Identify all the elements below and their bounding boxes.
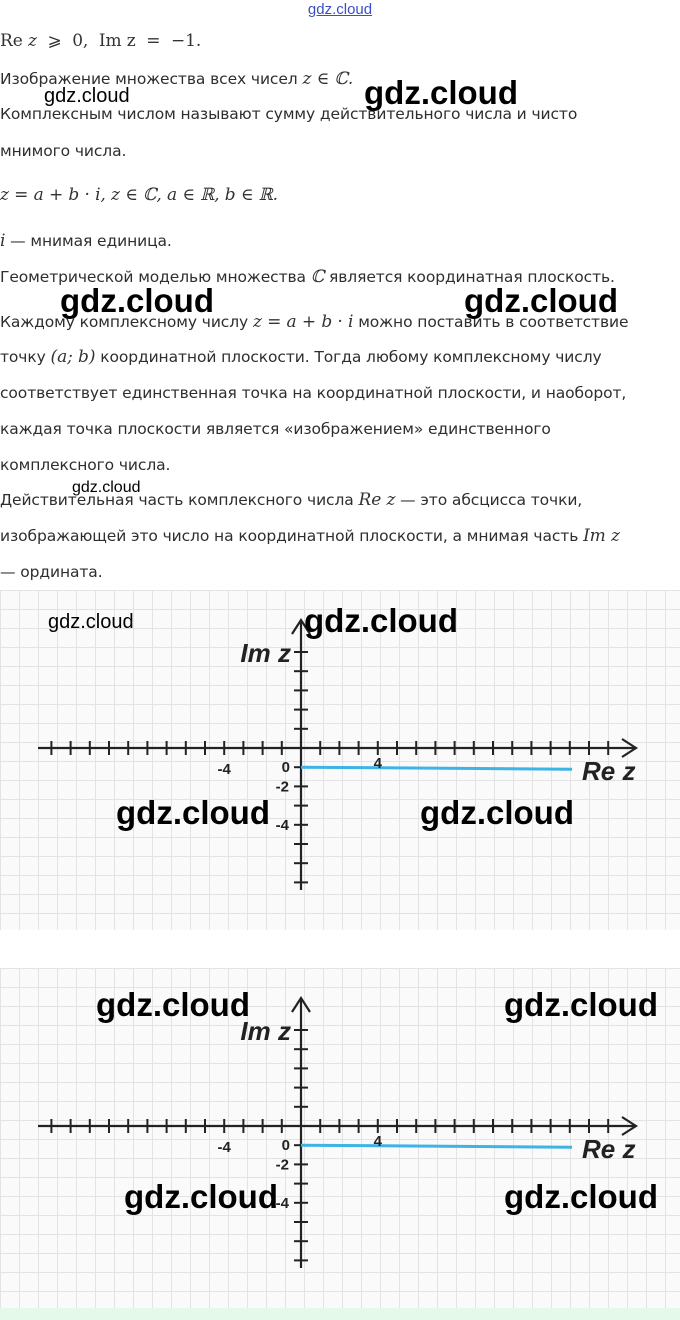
l7-math: z = a + b · i [252,312,354,332]
z-variable: z [27,31,37,51]
watermark: gdz.cloud [48,611,134,633]
graph-1-svg [0,590,680,930]
y-axis-label: Im z [240,1016,291,1046]
l7-b: можно поставить в соответствие [353,313,629,331]
text-line-8 [0,347,602,367]
text-line-14: — ордината. [0,563,103,581]
y-tick-label-neg4: -4 [275,1194,289,1212]
complex-plane-graph-1 [0,590,680,930]
x-tick-label-4: 4 [373,1133,382,1150]
bottom-bar [0,1308,680,1320]
l13-math: Im z [583,526,620,546]
y-axis-label: Im z [240,638,291,668]
l1-text: Изображение множества всех чисел [0,70,303,88]
text-line-5 [0,231,172,251]
x-tick-label-neg4: -4 [217,1139,231,1156]
text-line-11: комплексного числа. [0,456,171,474]
text-line-3: мнимого числа. [0,142,127,160]
y-tick-label-neg2: -2 [275,1156,289,1174]
set-line [301,1145,572,1147]
watermark: gdz.cloud [60,282,214,319]
watermark: gdz.cloud [304,602,458,639]
l8-a: точку [0,348,51,366]
text-line-10: каждая точка плоскости является «изображением» единственного [0,420,551,438]
value-zero: 0, [72,31,89,51]
x-tick-label-neg4: -4 [217,761,231,778]
watermark: gdz.cloud [44,85,130,107]
l8-math: (a; b) [50,347,96,367]
l12-b: — это абсцисса точки, [395,491,583,509]
watermark: gdz.cloud [364,74,518,111]
origin-label: 0 [281,759,290,776]
l12-math: Re z [358,490,396,510]
l12-a: Действительная часть комплексного числа [0,491,359,509]
l6-a: Геометрической моделью множества [0,268,311,286]
l8-b: координатной плоскости. Тогда любому комплексному числу [95,348,602,366]
x-axis-label: Re z [582,1134,636,1164]
watermark: gdz.cloud [420,794,574,831]
re-label: Re [0,31,23,51]
l1-math: z ∈ ℂ. [302,69,354,89]
watermark: gdz.cloud [124,1178,278,1215]
y-tick-label-neg4: -4 [275,816,289,834]
value-minus-one: −1. [171,31,202,51]
watermark: gdz.cloud [72,479,141,496]
site-link[interactable]: gdz.cloud [307,1,373,18]
l6-math: ℂ [310,267,325,287]
l5-text: — мнимая единица. [5,232,172,250]
axes [38,998,636,1268]
watermark: gdz.cloud [116,794,270,831]
ge-sign: ⩾ [47,31,62,51]
condition-formula [0,31,201,51]
eq-sign: = [146,31,161,51]
l6-b: является координатная плоскость. [324,268,615,286]
axes [38,620,636,890]
im-label: Im z [98,31,136,51]
set-line [301,767,572,769]
text-line-9: соответствует единственная точка на координатной плоскости, и наоборот, [0,384,627,402]
watermark: gdz.cloud [96,986,250,1023]
x-tick-label-4: 4 [373,755,382,772]
watermark: gdz.cloud [464,282,618,319]
text-line-13 [0,526,620,546]
watermark: gdz.cloud [504,986,658,1023]
origin-label: 0 [281,1137,290,1154]
l5-math: i [0,231,6,251]
y-tick-label-neg2: -2 [275,778,289,796]
x-axis-label: Re z [582,756,636,786]
text-line-2: Комплексным числом называют сумму действительного числа и чисто [0,105,578,123]
l7-a: Каждому комплексному числу [0,313,253,331]
definition-formula: z = a + b · i, z ∈ ℂ, a ∈ ℝ, b ∈ ℝ. [0,185,278,205]
watermark: gdz.cloud [504,1178,658,1215]
l13-a: изображающей это число на координатной плоскости, а мнимая часть [0,527,584,545]
